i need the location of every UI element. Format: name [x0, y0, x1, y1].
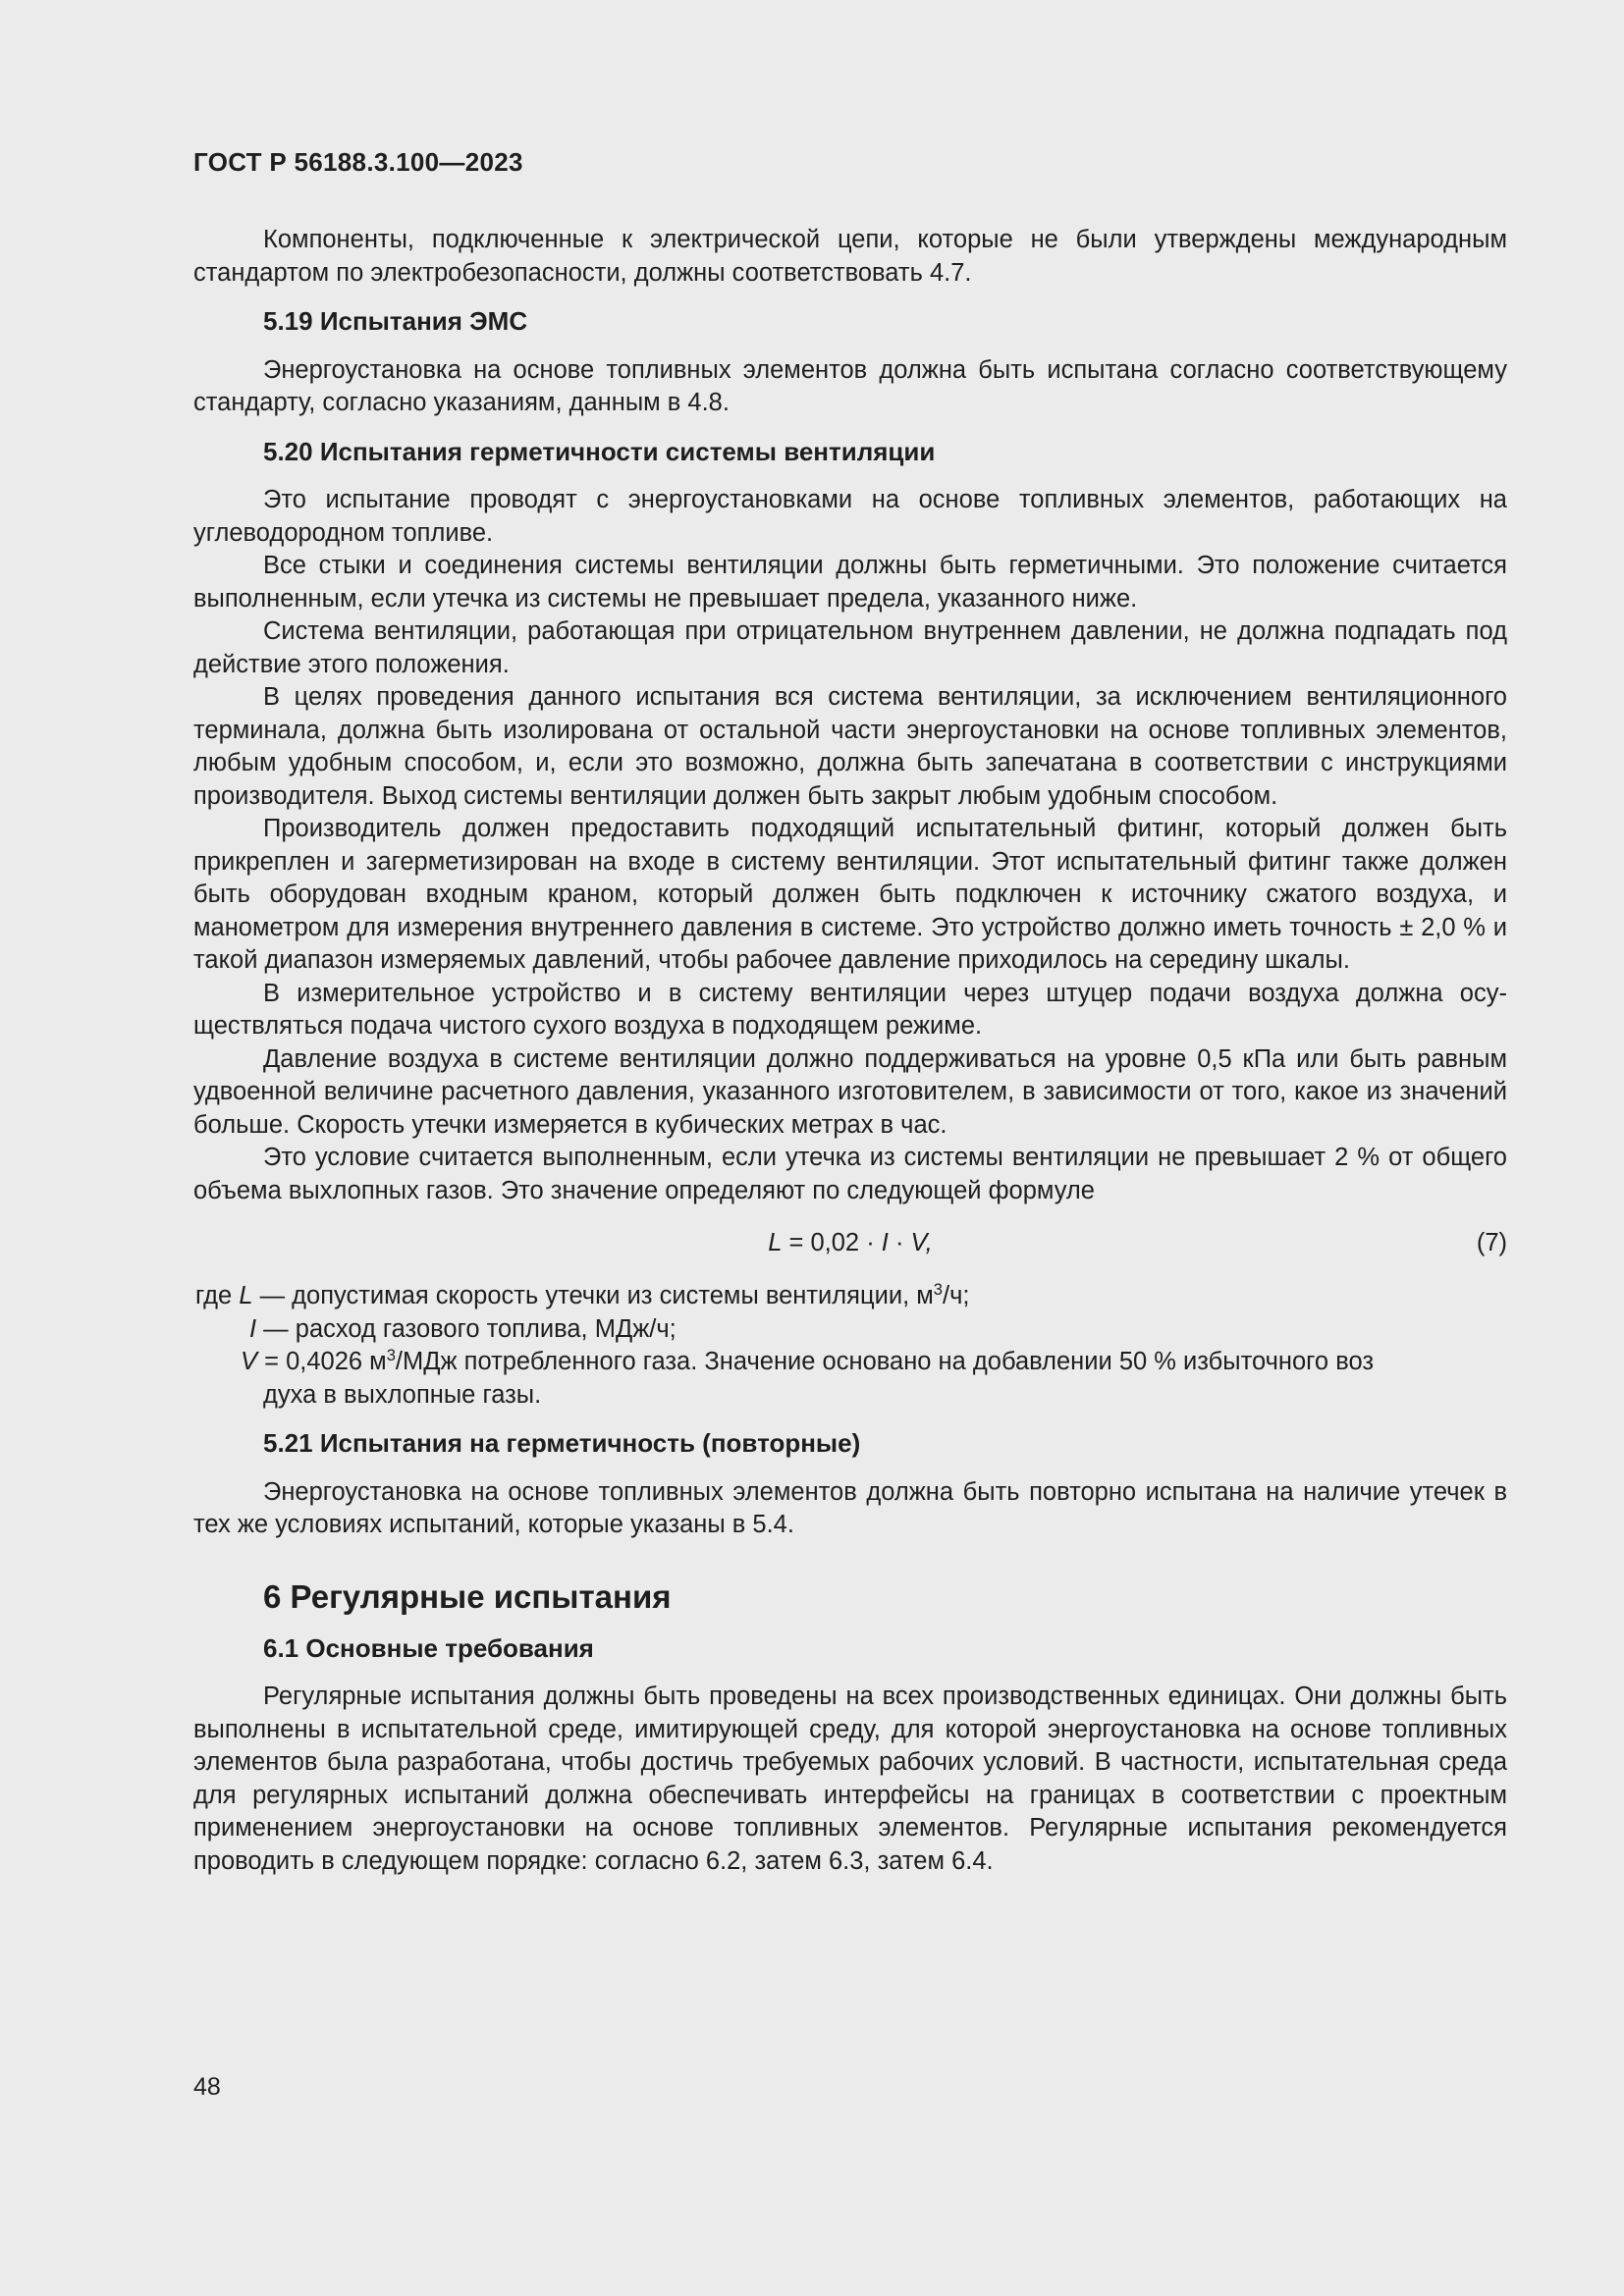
legend-row-v: [193, 1346, 1507, 1379]
paragraph: В целях проведения данного испытания вся система вентиляции, за исключением вентиляционного терминала, должна быть изолирована от остальной части энергоустановки на основе топливных элементов, любым удобным способом, и, если это возможно, должна быть запечатана в соответствии с инструкциями производителя. Выход системы вентиляции должен быть закрыт любым удобным способом.: [193, 683, 1507, 810]
formula-expression: [193, 1227, 1507, 1260]
legend-text: — расход газового топлива, МДж/ч;: [256, 1314, 677, 1343]
superscript: 3: [386, 1345, 396, 1364]
legend-symbol: V: [241, 1348, 258, 1375]
section-heading-5-20: 5.20 Испытания герметичности системы вентиляции: [263, 436, 936, 466]
section-heading-6-1: 6.1 Основные требования: [263, 1632, 594, 1663]
paragraph: Давление воздуха в системе вентиляции должно поддерживаться на уровне 0,5 кПа или быть равным удвоенной величине расчетного давления, указанного изготовителем, в зависимости от того, какое из значений больше. Скорость утечки измеряется в кубических метрах в час.: [193, 1044, 1507, 1139]
legend-row-v-continued: духа в выхлопные газы.: [263, 1380, 542, 1409]
legend-text: /ч;: [943, 1282, 970, 1309]
legend-text: — допустимая скорость утечки из системы вентиляции, м: [252, 1282, 934, 1309]
legend-symbol: I: [249, 1314, 257, 1343]
document-code-header: ГОСТ Р 56188.3.100—2023: [193, 147, 523, 177]
paragraph: Система вентиляции, работающая при отрицательном внутреннем давлении, не должна подпадать под действие этого положения.: [193, 617, 1507, 678]
paragraph: Энергоустановка на основе топливных элементов должна быть повторно испытана на наличие утечек в тех же условиях испытаний, которые указаны в 5.4.: [193, 1477, 1507, 1538]
legend-row-i: [193, 1313, 1507, 1347]
section-heading-5-21: 5.21 Испытания на герметичность (повторные): [263, 1428, 861, 1458]
formula-7: [193, 1227, 1507, 1260]
section-heading-5-19: 5.19 Испытания ЭМС: [263, 306, 528, 336]
section-heading-6: 6 Регулярные испытания: [263, 1577, 672, 1615]
paragraph: Энергоустановка на основе топливных элементов должна быть испытана согласно соответствующему стандарту, согласно указаниям, данным в 4.8.: [193, 355, 1507, 416]
paragraph: Это испытание проводят с энергоустановками на основе топливных элементов, работающих на углеводородном топливе.: [193, 486, 1507, 547]
formula-symbol-l: L: [768, 1229, 783, 1256]
formula-text: ·: [888, 1229, 911, 1256]
document-body: [193, 224, 1507, 1878]
legend-symbol: L: [239, 1282, 253, 1309]
paragraph: Все стыки и соединения системы вентиляции должны быть герметичными. Это положение считается выполненным, если утечка из системы не превышает предела, указанного ниже.: [193, 552, 1507, 613]
page-number: 48: [193, 2073, 221, 2101]
superscript: 3: [933, 1279, 943, 1299]
paragraph: В измерительное устройство и в систему вентиляции через штуцер подачи воздуха должна осуществляться подача чистого сухого воздуха в подходящем режиме.: [193, 979, 1507, 1040]
formula-symbol-v: V,: [910, 1229, 933, 1256]
paragraph: Производитель должен предоставить подходящий испытательный фитинг, который должен быть прикреплен и загерметизирован на входе в систему вентиляции. Этот испытательный фитинг также должен быть оборудован входным краном, который должен быть подключен к источнику сжатого воздуха, и манометром для измерения внутреннего давления в системе. Это устройство должно иметь точность ± 2,0 % и такой диапазон измеряемых давлений, чтобы рабочее давление приходилось на середину шкалы.: [193, 815, 1507, 974]
formula-symbol-i: I: [881, 1229, 889, 1256]
legend-text: /МДж потребленного газа. Значение основано на добавлении 50 % избыточного воз: [395, 1348, 1375, 1375]
paragraph: Компоненты, подключенные к электрической цепи, которые не были утверждены международным стандартом по электробезопасности, должны соответствовать 4.7.: [193, 226, 1507, 287]
formula-text: = 0,02 ·: [782, 1229, 882, 1256]
formula-legend: [193, 1280, 1507, 1412]
paragraph: Регулярные испытания должны быть проведены на всех производственных единицах. Они должны быть выполнены в испытательной среде, имитирующей среду, для которой энергоустановка на основе топливных элементов была разработана, чтобы достичь требуемых рабочих условий. В частности, испытательная среда для регулярных испытаний должна обеспечивать интерфейсы на границах в соответствии с проектным применением энергоустановки на основе топливных элементов. Регулярные испытания рекомендуется проводить в следующем порядке: согласно 6.2, затем 6.3, затем 6.4.: [193, 1682, 1507, 1875]
paragraph: Это условие считается выполненным, если утечка из системы вентиляции не превышает 2 % от общего объема выхлопных газов. Это значение определяют по следующей формуле: [193, 1144, 1507, 1204]
legend-text: = 0,4026 м: [257, 1348, 387, 1375]
legend-prefix: где: [195, 1282, 240, 1309]
legend-row-l: [193, 1280, 1507, 1313]
equation-number: (7): [1476, 1229, 1507, 1256]
